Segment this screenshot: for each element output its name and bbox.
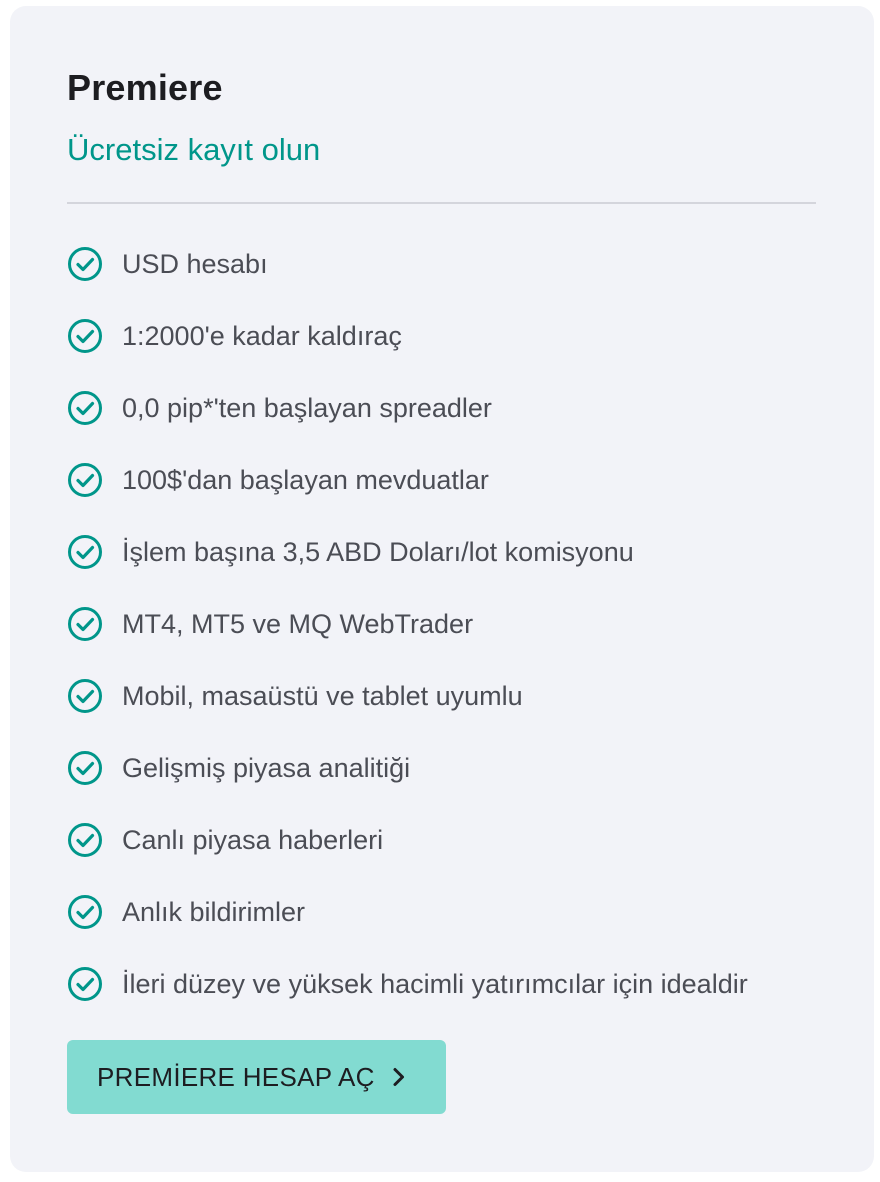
cta-label: PREMİERE HESAP AÇ — [97, 1061, 375, 1092]
premiere-account-card — [10, 6, 874, 1172]
feature-label: İşlem başına 3,5 ABD Doları/lot komisyonu — [122, 537, 634, 567]
feature-item — [67, 660, 827, 732]
feature-item — [67, 228, 827, 300]
feature-label: MT4, MT5 ve MQ WebTrader — [122, 609, 474, 639]
feature-label: Gelişmiş piyasa analitiği — [122, 753, 411, 783]
feature-label: 0,0 pip*'ten başlayan spreadler — [122, 393, 492, 423]
check-circle-icon — [67, 246, 103, 282]
feature-item — [67, 372, 827, 444]
feature-item — [67, 588, 827, 660]
check-circle-icon — [67, 750, 103, 786]
check-circle-icon — [67, 894, 103, 930]
feature-item — [67, 516, 827, 588]
check-circle-icon — [67, 534, 103, 570]
feature-label: 100$'dan başlayan mevduatlar — [122, 465, 489, 495]
feature-item — [67, 444, 827, 516]
check-circle-icon — [67, 318, 103, 354]
feature-label: Mobil, masaüstü ve tablet uyumlu — [122, 681, 523, 711]
open-premiere-account-button[interactable] — [67, 1040, 446, 1114]
check-circle-icon — [67, 606, 103, 642]
check-circle-icon — [67, 822, 103, 858]
check-circle-icon — [67, 678, 103, 714]
feature-label: Anlık bildirimler — [122, 897, 306, 927]
divider — [67, 202, 816, 204]
check-circle-icon — [67, 390, 103, 426]
check-circle-icon — [67, 462, 103, 498]
feature-item — [67, 876, 827, 948]
feature-label: USD hesabı — [122, 249, 268, 279]
feature-list — [67, 228, 827, 1020]
feature-label: İleri düzey ve yüksek hacimli yatırımcılar için idealdir — [122, 969, 748, 999]
feature-item — [67, 804, 827, 876]
card-title: Premiere — [67, 67, 223, 108]
feature-item — [67, 948, 827, 1020]
feature-item — [67, 300, 827, 372]
chevron-right-icon — [391, 1067, 407, 1087]
check-circle-icon — [67, 966, 103, 1002]
feature-label: Canlı piyasa haberleri — [122, 825, 384, 855]
feature-item — [67, 732, 827, 804]
free-signup-link[interactable]: Ücretsiz kayıt olun — [67, 132, 321, 167]
feature-label: 1:2000'e kadar kaldıraç — [122, 321, 402, 351]
